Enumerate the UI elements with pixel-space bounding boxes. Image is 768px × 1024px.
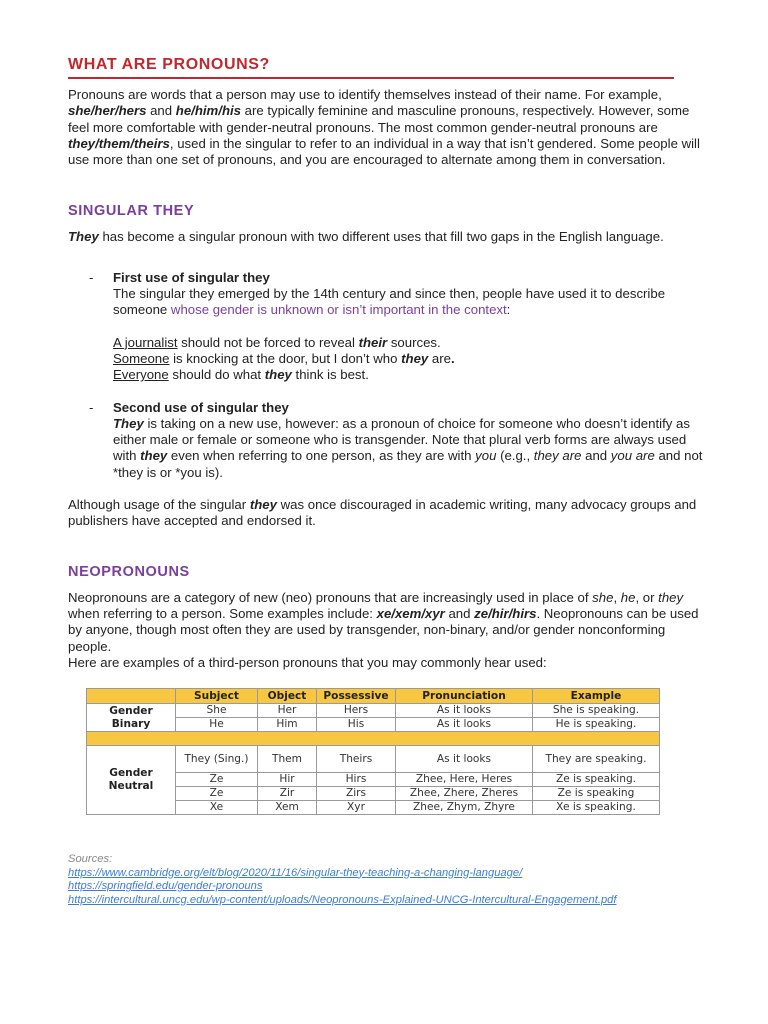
text: and [581,448,611,464]
text: . Neopronouns can be used by anyone, though most often they are used by transgender, non-binary, and/or gender nonconforming people. [68,605,699,654]
table-cell: Xem [258,801,317,815]
sources-section [68,853,708,907]
italic-text: he [620,589,636,605]
intro-paragraph [68,87,708,168]
table-cell: Ze [176,773,258,787]
italic-text: you [475,448,497,464]
table-cell: Theirs [317,746,396,773]
they-emphasis: They [68,229,99,245]
intro-text: , used in the singular to refer to an individual in a way that isn’t gendered. Some people will use more than one set of pronouns, and you are encouraged to alternate among them in conversation. [68,135,700,168]
emphasis: they [401,350,429,366]
table-cell: He is speaking. [533,718,660,732]
table-cell: As it looks [396,746,533,773]
although-paragraph [68,497,708,530]
period: . [450,350,455,366]
table-cell: They (Sing.) [176,746,258,773]
table-header-blank [87,689,176,704]
table-header-row [87,689,660,704]
table-row [87,746,660,773]
uses-list [68,270,708,481]
group-label-binary: Gender Binary [87,704,176,732]
text: was once discouraged in academic writing, many advocacy groups and publishers have accepted and endorsed it. [68,497,697,529]
emphasis: they [140,448,168,464]
table-header: Subject [176,689,258,704]
page-title: WHAT ARE PRONOUNS? [68,56,674,79]
table-cell: Zhee, Zhere, Zheres [396,787,533,801]
table-cell: His [317,718,396,732]
intro-text: and [146,103,176,119]
list-dash: - [89,269,94,285]
table-cell: As it looks [396,704,533,718]
italic-text: you are [610,448,655,464]
example-3 [113,367,708,383]
text: sources. [387,334,441,350]
table-cell: Him [258,718,317,732]
text: : [506,302,511,318]
table-cell: Zhee, Here, Heres [396,773,533,787]
text: and not *they is or *you is). [113,448,703,480]
group-label-neutral: Gender Neutral [87,746,176,815]
emphasis: they [264,367,292,383]
singular-they-heading: SINGULAR THEY [68,203,195,220]
table-cell: Zirs [317,787,396,801]
table-cell: Ze is speaking. [533,773,660,787]
table-cell: She [176,704,258,718]
table-cell: They are speaking. [533,746,660,773]
table-cell: As it looks [396,718,533,732]
text: think is best. [291,367,369,383]
second-use-title: Second use of singular they [113,399,289,415]
table-header: Example [533,689,660,704]
text: even when referring to one person, as they are with [167,448,476,464]
source-link-cambridge[interactable]: https://www.cambridge.org/elt/blog/2020/11/16/singular-they-teaching-a-changing-language/ [68,866,523,879]
table-cell: She is speaking. [533,704,660,718]
table-header: Possessive [317,689,396,704]
document-page [68,56,708,907]
intro-text: are typically feminine and masculine pronouns, respectively. However, some feel more comfortable with gender-neutral pronouns. The most common gender-neutral pronouns are [68,103,690,135]
text: (e.g., [496,448,534,464]
example-2 [113,351,708,367]
separator-cell [87,732,660,746]
neopronouns-paragraph [68,590,708,671]
table-cell: Them [258,746,317,773]
text: Although usage of the singular [68,497,250,513]
first-use-title: First use of singular they [113,269,270,285]
emphasis: their [358,334,388,350]
italic-text: they are [533,448,582,464]
they-them-theirs: they/them/theirs [68,135,170,151]
table-cell: Xe [176,801,258,815]
table-cell: Hirs [317,773,396,787]
source-link-uncg[interactable]: https://intercultural.uncg.edu/wp-content/uploads/Neopronouns-Explained-UNCG-Intercultural-Engagement.pdf [68,893,617,906]
intro-text: Pronouns are words that a person may use to identify themselves instead of their name. For example, [68,87,662,102]
italic-text: she [592,589,614,605]
underlined-subject: Someone [113,350,170,366]
table-cell: Zhee, Zhym, Zhyre [396,801,533,815]
text: should not be forced to reveal [177,334,359,350]
table-header: Pronunciation [396,689,533,704]
table-cell: Her [258,704,317,718]
list-item-first-use [68,270,708,384]
table-cell: He [176,718,258,732]
he-him-his: he/him/his [175,103,241,119]
table-cell: Xyr [317,801,396,815]
she-her-hers: she/her/hers [68,103,147,119]
emphasis: They [113,415,144,431]
italic-text: they [658,589,684,605]
table-cell: Hers [317,704,396,718]
second-use-text [113,416,708,481]
underlined-subject: A journalist [113,334,178,350]
emphasis: ze/hir/hirs [474,605,537,621]
text: Neopronouns are a category of new (neo) pronouns that are increasingly used in place of [68,589,593,605]
text: and [444,605,475,621]
pronoun-table [86,688,660,815]
first-use-text [113,286,708,319]
text: are [428,350,451,366]
text: , [613,589,621,605]
pronoun-table-wrapper [86,688,708,815]
table-cell: Ze is speaking [533,787,660,801]
source-link-springfield[interactable]: https://springfield.edu/gender-pronouns [68,880,263,893]
text: is taking on a new use, however: as a pronoun of choice for someone who doesn’t identify as either male or female or someone who is transgender. Note that plural verb forms are always used with [113,415,690,464]
singular-they-paragraph [68,229,708,245]
table-header: Object [258,689,317,704]
table-cell: Zir [258,787,317,801]
text: should do what [168,367,265,383]
emphasis: xe/xem/xyr [376,605,445,621]
neopronouns-heading: NEOPRONOUNS [68,563,190,580]
paragraph-text: has become a singular pronoun with two different uses that fill two gaps in the English language. [98,229,664,245]
table-row [87,704,660,718]
table-separator-row [87,732,660,746]
list-dash: - [89,399,94,415]
table-cell: Xe is speaking. [533,801,660,815]
list-item-second-use [68,400,708,481]
example-1 [113,335,708,351]
table-cell: Hir [258,773,317,787]
underlined-subject: Everyone [113,367,169,383]
text: Here are examples of a third-person pronouns that you may commonly hear used: [68,654,547,670]
text: when referring to a person. Some examples include: [68,605,377,621]
highlight-text: whose gender is unknown or isn’t important in the context [170,302,507,318]
emphasis: they [249,497,277,513]
text: The singular they emerged by the 14th century and since then, people have used it to describe someone [113,286,666,318]
sources-label: Sources: [68,853,113,866]
text: , or [635,589,659,605]
text: is knocking at the door, but I don’t who [169,350,402,366]
table-cell: Ze [176,787,258,801]
